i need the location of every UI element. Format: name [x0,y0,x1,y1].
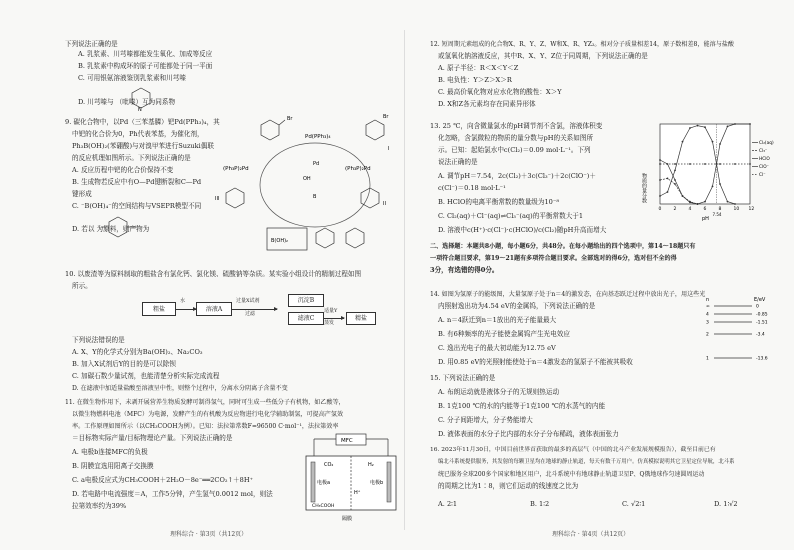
q10-option-a: A. X、Y的化学式分别为Ba(OH)₂、Na₂CO₃ [72,348,203,356]
q12-option-d: D. X和Z各元素均存在同素异形体 [438,100,536,108]
flow-step-4: 适量Y [324,308,338,314]
q12-option-a: A. 原子半径：R＜X＜Y＜Z [438,64,519,72]
q9-d-reactant-structure [98,214,138,240]
chart-y-label: 物质的量分数 [641,173,647,203]
q9-line-1: 9. 碳化合物中，以Pd（三苯基膦）钯Pd(PPh₃)₄，其 [65,118,220,126]
chart-x-label: pH [702,216,709,222]
q14-option-a: A. n＝4跃迁到n＝1放出的光子能量最大 [438,316,557,324]
chart-point [704,126,706,128]
mfc-electrolysis-diagram [302,432,400,524]
flow-step-3: 过滤 [245,311,256,317]
q14-option-c: C. 逸出光电子的最大初动能为12.75 eV [438,344,556,352]
q13-option-d: D. 溶液中c(H⁺)·c(Cl⁻)·c(HClO)/c(Cl₂)随pH升高而增大 [438,226,607,234]
q11-line-2: 以微生物燃料电池（MFC）为电源，发酵产生的有机酸为反应物进行电化学辅助制氢，可提高产氢效 [72,411,344,418]
q16-line-1: 16. 2023年11月30日，中国目前世界首获取的最多的高层气（中国的北斗产业发展规模报告），截至目前已有 [430,447,716,453]
q10-line-1: 10. 以废渣等为原料制取的粗盐含有氯化钙、氯化镁、硫酸钠等杂质。某实验小组设计的精制过程如图 [65,270,362,278]
chart-point [697,125,699,127]
chart-point [697,203,699,205]
section2-line-3: 3分，有选错的得0分。 [430,266,499,274]
flow-box-refined-salt: 精盐 [346,312,376,325]
energy-level-n: 1 [706,356,709,362]
chart-legend-label: Cl⁻ [759,173,766,178]
q15-option-b: B. 1克100 ℃的水的内能等于1克100 ℃的水蒸气的内能 [438,402,606,410]
suzuki-mechanism-diagram [205,110,400,260]
q14-option-b: B. 有6种频率的光子能使金属钨产生光电效应 [438,330,570,338]
chart-point [719,143,721,145]
chart-point [659,195,661,197]
electrode-b-label: 电极b [370,480,384,486]
chart-x-tick-label: 2 [673,207,677,212]
chart-legend [752,140,774,178]
flow-arrow-2 [232,309,277,310]
q9-option-c: C. ⁻B(OH)₄⁻的空间结构与VSEPR模型不同 [72,202,202,210]
chart-x-tick-label: 8 [718,207,722,212]
chart-point [674,179,676,181]
center-pd-label: Pd [313,161,320,167]
q10-option-d: D. 在滤液中加适量盐酸至溶液呈中性，则整个过程中，分离水分阴离子含量不变 [72,385,288,392]
q15-option-c: C. 分子间距增大，分子势能增大 [438,416,533,424]
column-divider [404,30,405,530]
q16-option-b: B. 1∶2 [530,500,550,508]
chart-point [659,163,661,165]
energy-level-value: -13.6 [756,356,768,362]
left-page-footer: 理科综合 · 第3页（共12页） [170,531,248,538]
chart-x-tick-label: 6 [703,207,707,212]
energy-level-value: 0 [756,304,759,310]
section2-line-2: 一项符合题目要求，第19～21题有多项符合题目要求。全部选对的得6分，选对但不全的得 [430,255,677,262]
q9-line-3: Ph₃B(OH)₂(苯硼酸)与对溴甲苯进行Suzuki偶联 [72,142,214,150]
section2-line-1: 二、选择题：本题共8小题，每小题6分，共48分。在每小题给出的四个选项中，第14～18题只有 [430,243,696,250]
chart-point [682,195,684,197]
q16-line-3: 统已服务全球200多个国家和地区用户，北斗系统中有地球静止轨道卫星P、Q俄地球作匀速圆周运动 [438,471,705,478]
flow-step-1: 水 [180,298,186,304]
q10-stem: 下列说法错误的是 [72,336,125,344]
flow-box-filtrate-c: 滤液C [288,312,324,325]
chart-point [704,163,706,165]
q16-option-a: A. 2∶1 [438,500,458,508]
flow-box-crude-salt: 粗盐 [142,302,176,316]
membrane-label: 隔膜 [342,516,353,522]
energy-level-value: -0.85 [756,312,768,318]
left-column [20,0,400,550]
q15-stem: 15. 下列说法正确的是 [430,374,496,382]
pyrazine-structure [130,86,152,112]
q16-line-4: 的周期之比为1∶8，则它们运动的线速度之比为 [438,482,579,490]
chart-point [667,191,669,193]
chart-point [689,163,691,165]
chart-x-tick-label: 10 [733,207,740,212]
q9-line-4: 的反应机理如图所示。下列说法正确的是 [72,154,191,162]
pyrazine-n-label: N [138,107,142,113]
chart-point [704,201,706,203]
q12-line-1: 12. 短周期元素组成的化合物X、R、Y、Z、W和X、R、YZ₂。相对分子质量相差14，原子数相差8，能溶与盐酸 [430,41,734,48]
hplus-label: H⁺ [354,490,361,496]
q11-option-c: C. a电极反应式为CH₃COOH＋2H₂O－8e⁻══2CO₂↑＋8H⁺ [72,476,254,484]
chart-point [689,127,691,129]
chart-point [727,201,729,203]
q13-option-a-cont: c(Cl⁻)＝0.18 mol·L⁻¹ [438,184,506,192]
q11-line-4: ＝目标物实际产量/目标物理论产量。下列说法正确的是 [72,434,233,442]
flow-step-5: 蒸发 [324,320,335,326]
chart-point [734,123,736,125]
h2-label: H₂ [368,462,374,468]
energy-level-n: 4 [706,312,709,318]
q11-option-d-cont: 拉第效率约为39% [72,502,127,510]
q12-option-b: B. 电负性：Y＞Z＞X＞R [438,76,512,84]
q14-line-1: 14. 如图为氢原子的能级图，大量氢原子处于n＝4的激发态，在向基态跃迁过程中放出光子，用这些光 [430,291,706,298]
roman-iii-label: III [215,196,220,202]
q11-line-1: 11. 在微生物作用下，未剥开展营养生物质发酵可制得氢气，同时可生成一些低分子有机物，如乙酸等， [65,399,345,406]
cycle-top-label: Pd(PPh₃)₄ [305,134,331,140]
q9-option-b-cont: 键形成 [72,190,92,198]
q11-option-a: A. 电极b连接MFC的负极 [72,448,148,456]
chart-point [674,170,676,172]
center-oh-label: OH [303,176,311,182]
cycle-left-label: (Ph₃P)₂Pd [223,166,249,172]
energy-level-n: ∞ [706,304,710,310]
flow-arrow-1 [176,309,196,310]
q13-line-4: 说法正确的是 [438,158,478,166]
q11-option-d: D. 若电路中电流强度＝A，工作5分钟，产生氢气0.0012 mol，则法 [72,490,273,498]
chart-point [749,163,751,165]
chart-legend-label: Cl₃⁻ [759,149,768,154]
center-b-label: B [313,194,317,200]
roman-i-label: I [388,146,390,152]
q9-option-a: A. 反应历程中钯的化合价保持不变 [72,166,174,174]
right-page-footer: 理科综合 · 第4页（共12页） [552,531,630,538]
q13-option-b: B. HClO的电离平衡常数的数量级为10⁻⁸ [438,198,559,206]
chart-point [712,186,714,188]
q14-option-d: D. 用0.85 eV的光照射能使处于n＝4激发态的氢原子不能被其吸收 [438,358,633,366]
energy-levels-group [706,304,768,362]
chart-point [659,159,661,161]
chart-point [749,123,751,125]
chart-legend-label: Cl₂(aq) [759,141,774,146]
q8-option-c: C. 可用银氨溶液鉴别乳浆素和川芎嗪 [78,74,186,82]
electrode-a-label: 电极a [317,480,331,486]
q10-line-2: 所示。 [72,282,92,290]
chart-point [719,183,721,185]
energy-header: E/eV [754,297,766,303]
chart-legend-label: HClO [759,157,770,162]
boron-species-label: B(OH)₂ [271,238,289,244]
chart-x-tick-label: 12 [748,207,755,212]
q16-option-c: C. √2∶1 [622,500,646,508]
cycle-right-label: (Ph₃P)₂Pd [345,166,371,172]
energy-level-value: -1.51 [756,320,768,326]
chart-point [734,203,736,205]
q10-option-b: B. 加入X试剂后Y的目的是可以除钡 [72,360,176,368]
q14-line-2: 内照射逸出功为4.54 eV的金属钨，下列说法正确的是 [438,302,596,310]
chart-point [674,183,676,185]
mfc-label: MFC [341,438,353,444]
energy-level-n: 3 [706,320,709,326]
acetic-acid-label: CH₃COOH [312,504,335,509]
chart-x-tick-label: 0 [658,207,662,212]
chart-point [734,163,736,165]
chlorine-species-chart [641,118,780,222]
roman-ii-label: II [383,201,386,207]
q8-option-b: B. 乳浆素中构成环的原子可能都处于同一平面 [78,62,213,70]
top-right-br-label: Br [383,114,389,120]
energy-level-diagram [704,294,780,364]
top-left-br-label: Br [287,116,293,122]
chart-point [674,163,676,165]
q13-option-a: A. 调节pH＝7.54，2c(Cl₂)＋3c(Cl₃⁻)＋2c(ClO⁻)＋ [438,172,596,180]
q13-line-2: 化忽略，含氯微粒的物质的量分数与pH的关系如图所 [438,134,594,142]
q11-option-b: B. 阴膜宜选用阳离子交换膜 [72,462,154,470]
chart-point [712,141,714,143]
flow-arrow-3 [324,318,344,319]
chart-point [727,126,729,128]
flow-box-precipitate-b: 沉淀B [288,294,324,307]
q12-line-2: 或氢氧化钠溶液反应，其中R、X、Y、Z位于同周期，下列说法正确的是 [438,52,648,60]
flow-box-solution-a: 溶液A [196,302,232,316]
chart-legend-label: ClO⁻ [759,165,769,170]
chart-annotation-label: 7.54 [712,212,722,217]
chart-point [667,178,669,180]
q11-line-3: 率。工作原理如图所示（以CH₃COOH为例）。已知：法拉第常数F=96500 C·mol⁻¹，法拉第效率 [72,423,339,430]
q16-option-d: D. 1∶√2 [714,500,738,508]
flow-step-2: 过量X试剂 [236,298,260,304]
q12-option-c: C. 最高价氧化物对应水化物的酸性：X＞Y [438,88,562,96]
q13-option-c: C. Cl₂(aq)＋Cl⁻(aq)⇌Cl₃⁻(aq)的平衡常数大于1 [438,212,584,220]
energy-level-value: -3.4 [756,332,765,338]
chart-point [719,163,721,165]
chart-x-tick-label: 4 [688,207,692,212]
q13-line-3: 示。已知：起始氯水中c(Cl₂)＝0.09 mol·L⁻¹。下列 [438,146,591,154]
co2-label: CO₂ [324,462,334,468]
q9-line-2: 中钯的化合价为0，Ph代表苯基，为催化剂， [72,130,204,138]
chart-x-ticks [659,206,755,212]
energy-level-n: 2 [706,332,709,338]
q10-option-c: C. 加碳石数少量试剂，也能清楚分析实际完成流程 [72,372,220,380]
q15-option-d: D. 液体表面的水分子比内部的水分子分布稀疏，液体表面张力 [438,430,619,438]
q9-option-d: D. 若以 为原料，则产物为 [72,225,150,233]
q8-stem: 下列说法正确的是 [65,40,118,48]
chart-point [682,141,684,143]
right-column [412,0,782,550]
chart-point [689,201,691,203]
q8-option-a: A. 乳浆素、川芎嗪都能发生氧化、加成等反应 [78,50,213,58]
q8-option-d: D. 川芎嗪与 （吡嗪）互为同系物 [78,98,176,106]
energy-n-header: n [706,297,710,303]
q9-option-b: B. 生成物若反应中有O—Pd键断裂和C—Pd [72,178,202,186]
q15-option-a: A. 布朗运动就是液体分子的无规则热运动 [438,388,560,396]
q16-line-2: 编北斗系统提供服务，其发射的每颗卫星均在地球的静止轨道，每天有数千万用户。仿真模拟说明其它卫星定位导航，北斗系 [438,459,735,465]
q13-line-1: 13. 25 ℃，向含微量氯水的pH调节剂不含氯，溶液体积变 [430,122,603,130]
chart-point [659,179,661,181]
